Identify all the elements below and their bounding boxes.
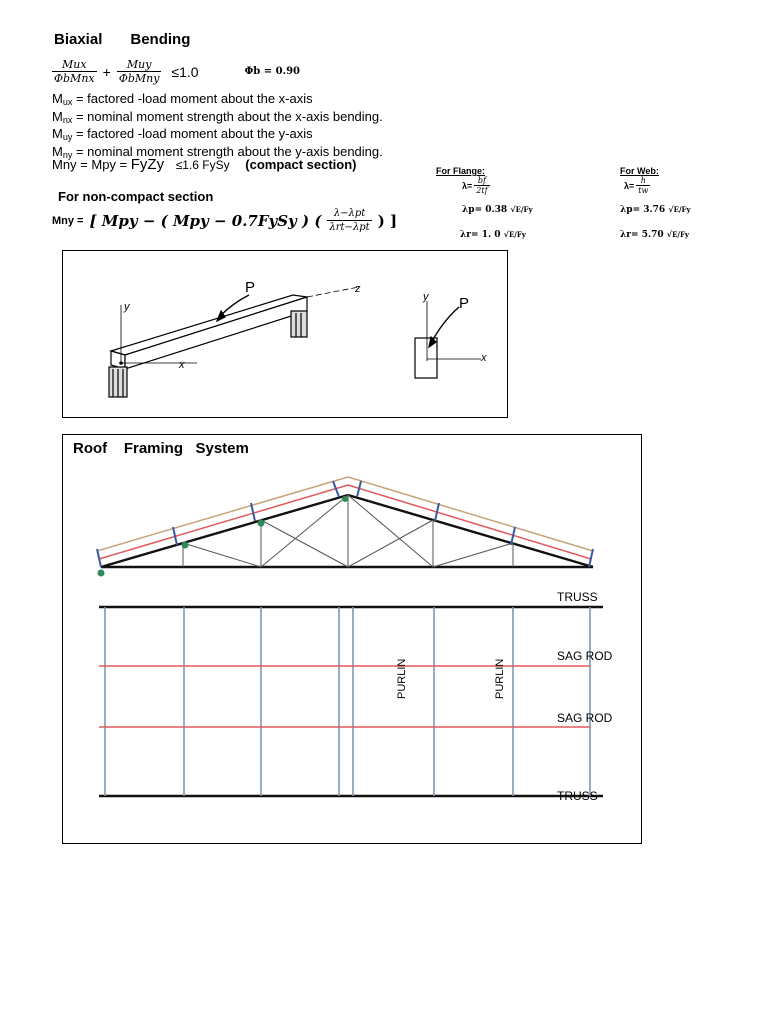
- heading-word-1: Biaxial: [54, 31, 103, 48]
- ratio-y-numerator: Muy: [117, 58, 162, 72]
- axis-x-label: x: [179, 359, 185, 371]
- axis-y-label: y: [124, 301, 130, 313]
- noncompact-end: ) ]: [377, 211, 398, 230]
- web-lambda-r: λr= 5.70 √E/Fy: [620, 229, 689, 240]
- definition-muy: $M_{uy}$ = factored -load moment about the y-axis: [52, 126, 313, 142]
- compact-fyzy: FyZy: [130, 156, 165, 173]
- sag-rod-label-2: SAG ROD: [557, 711, 613, 725]
- roof-drawing: [63, 435, 641, 843]
- axis-z-label: z: [355, 283, 361, 295]
- ratio-x-numerator: Mux: [52, 58, 97, 72]
- noncompact-fraction: $\frac{\text{λ−λpt}}{\text{λrt−λpt}}$: [329, 208, 370, 233]
- section-y-label: y: [423, 291, 429, 303]
- beam-drawing: [63, 251, 507, 417]
- noncompact-main: [ Mpy − ( Mpy − 0.7FySy ) (: [89, 211, 322, 230]
- definition-mnx: $M_{nx}$ = nominal moment strength about the x-axis bending.: [52, 108, 383, 125]
- interaction-limit: ≤1.0: [171, 63, 199, 80]
- sag-rod-label-1: SAG ROD: [557, 649, 613, 663]
- definition-mux: $M_{ux}$ = factored -load moment about the x-axis: [52, 91, 313, 107]
- moment-ratio-y: [117, 58, 162, 85]
- beam-figure: [62, 250, 508, 418]
- ratio-x-denominator: ΦbMnx: [54, 72, 95, 85]
- heading-word-2: Bending: [130, 31, 191, 48]
- noncompact-lhs: Mny =: [52, 214, 84, 227]
- noncompact-formula: [52, 207, 397, 234]
- web-lambda: λ= $\frac{h}{tw}$: [624, 176, 649, 195]
- web-lambda-p: λp= 3.76 √E/Fy: [620, 204, 691, 215]
- compact-lhs: Mny = Mpy =: [52, 157, 131, 172]
- truss-label-bottom: TRUSS: [557, 789, 598, 803]
- flange-title: For Flange:: [436, 166, 485, 176]
- compact-section-line: [52, 156, 357, 173]
- interaction-formula: [52, 58, 300, 85]
- ratio-y-denominator: ΦbMny: [118, 72, 160, 85]
- phi-factor: Φb = 0.90: [244, 66, 300, 77]
- purlin-label-1: PURLIN: [396, 658, 408, 699]
- roof-title: Roof Framing System: [73, 440, 249, 457]
- roof-framing-figure: [62, 434, 642, 844]
- section-heading: [54, 31, 190, 48]
- compact-limit: ≤1.6 FySy: [175, 158, 230, 172]
- purlin-label-2: PURLIN: [494, 658, 506, 699]
- truss-label-top: TRUSS: [557, 590, 598, 604]
- web-title: For Web:: [620, 166, 659, 176]
- flange-lambda-p: λp= 0.38 √E/Fy: [462, 204, 533, 215]
- moment-ratio-x: [52, 58, 97, 85]
- flange-lambda: λ= $\frac{bf}{2tf}$: [462, 176, 488, 195]
- compact-note: (compact section): [245, 157, 357, 172]
- definitions-list: [52, 91, 383, 161]
- flange-lambda-r: λr= 1. 0 √E/Fy: [460, 229, 526, 240]
- noncompact-label: For non-compact section: [58, 189, 214, 204]
- load-label-p: P: [245, 279, 256, 296]
- section-load-label-p: P: [459, 295, 470, 312]
- section-x-label: x: [481, 352, 487, 364]
- definition-mny: $M_{ny}$ = nominal moment strength about the y-axis bending.: [52, 143, 383, 160]
- plus-sign: +: [102, 63, 111, 80]
